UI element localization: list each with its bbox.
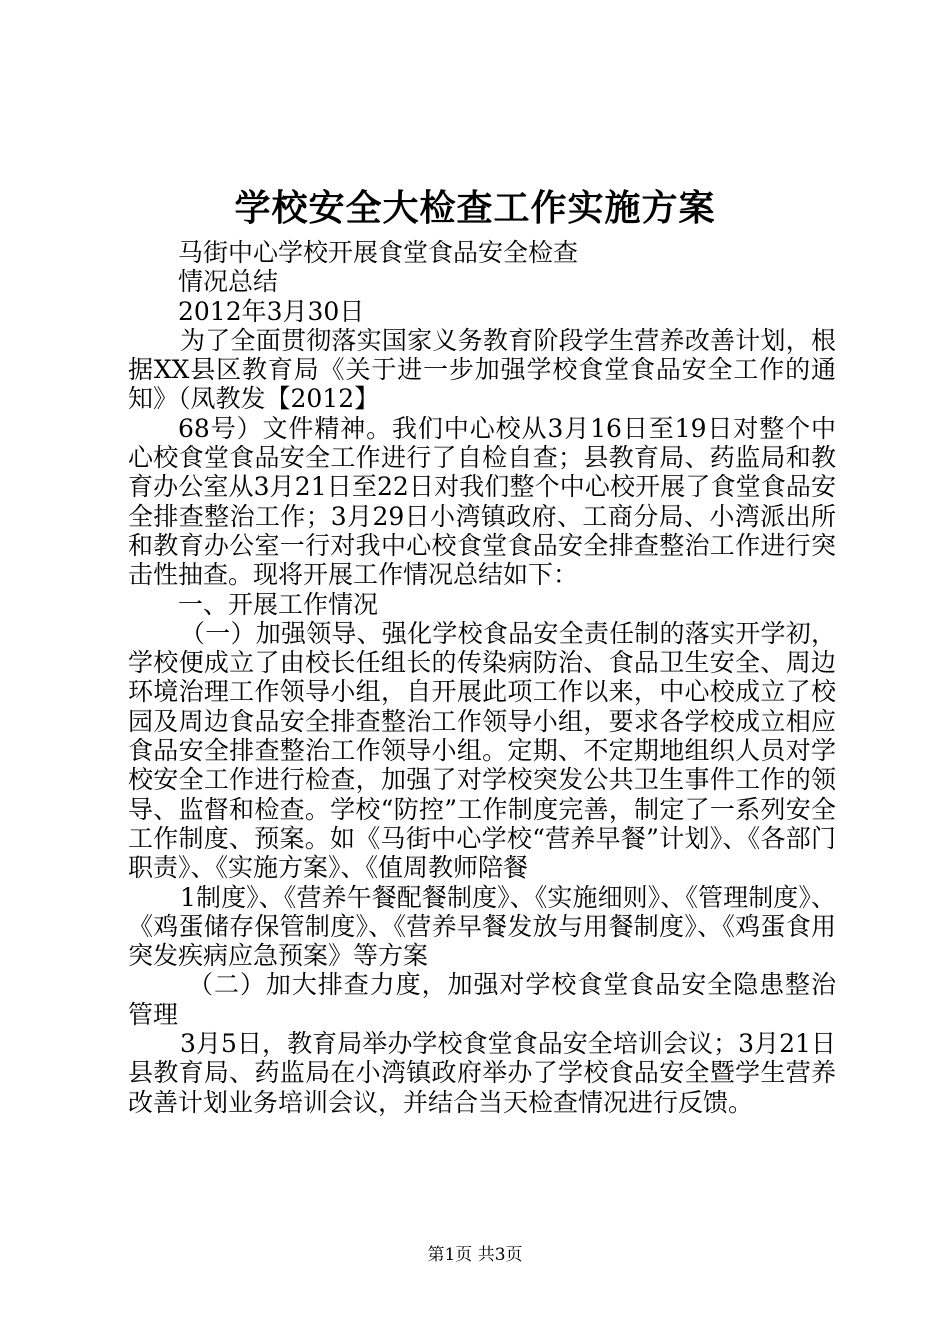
section-heading-2: （二）加大排查力度，加强对学校食堂食品安全隐患整治管理 [128, 970, 836, 1029]
paragraph-intro: 为了全面贯彻落实国家义务教育阶段学生营养改善计划，根据XX县区教育局《关于进一步加强学校食堂食品安全工作的通知》（凤教发【2012】 [128, 325, 836, 414]
subtitle-line-2: 情况总结 [178, 267, 279, 297]
page-footer: 第1页 共3页 [427, 1245, 523, 1265]
subtitle-line-1: 马街中心学校开展食堂食品安全检查 [178, 238, 579, 267]
paragraph-leadership: （一）加强领导、强化学校食品安全责任制的落实开学初，学校便成立了由校长任组长的传染病防治、食品卫生安全、周边环境治理工作领导小组，自开展此项工作以来，中心校成立了校园及周边食品安全排查整治工作领导小组，要求各学校成立相应食品安全排查整治工作领导小组。定期、不定期地组织人员对学校安全工作进行检查，加强了对学校突发公共卫生事件工作的领导、监督和检查。学校“防控”工作制度完善，制定了一系列安全工作制度、预案。如《马街中心学校“营养早餐”计划》、《各部门职责》、《实施方案》、《值周教师陪餐 [128, 618, 836, 883]
document-body [128, 238, 836, 1117]
paragraph-regulations: 1制度》、《营养午餐配餐制度》、《实施细则》、《管理制度》、《鸡蛋储存保管制度》、《营养早餐发放与用餐制度》、《鸡蛋食用突发疾病应急预案》等方案 [128, 882, 836, 971]
paragraph-training: 3月5日，教育局举办学校食堂食品安全培训会议；3月21日县教育局、药监局在小湾镇政府举办了学校食品安全暨学生营养改善计划业务培训会议，并结合当天检查情况进行反馈。 [128, 1029, 836, 1117]
paragraph-overview: 68号）文件精神。我们中心校从3月16日至19日对整个中心校食堂食品安全工作进行了自检自查；县教育局、药监局和教育办公室从3月21日至22日对我们整个中心校开展了食堂食品安全排查整治工作；3月29日小湾镇政府、工商分局、小湾派出所和教育办公室一行对我中心校食堂食品安全排查整治工作进行突击性抽查。现将开展工作情况总结如下： [128, 413, 836, 590]
document-date: 2012年3月30日 [178, 296, 365, 326]
document-title: 学校安全大检查工作实施方案 [234, 187, 716, 229]
section-heading-1: 一、开展工作情况 [178, 589, 379, 619]
